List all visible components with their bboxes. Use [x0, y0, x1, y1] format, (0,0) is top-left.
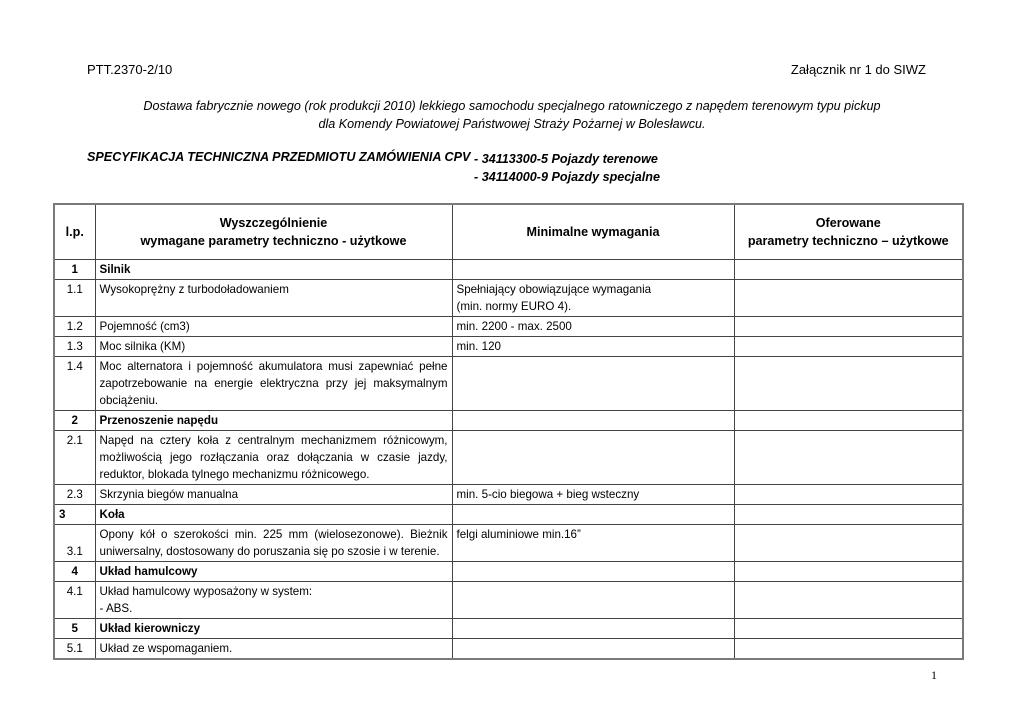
table-row: [54, 639, 963, 660]
row-number: 2: [54, 411, 95, 431]
row-offered-cell[interactable]: [734, 619, 963, 639]
table-row: [54, 357, 963, 411]
row-description: Silnik: [95, 260, 452, 280]
title-line-2: dla Komendy Powiatowej Państwowej Straży Pożarnej w Bolesławcu.: [318, 117, 706, 131]
header-offered-line-1: Oferowane: [815, 216, 881, 230]
table-header-row: [54, 204, 963, 260]
row-minimum: min. 5-cio biegowa + bieg wsteczny: [452, 485, 734, 505]
row-number: 1.3: [54, 337, 95, 357]
table-row: [54, 280, 963, 317]
table-row: [54, 260, 963, 280]
table-row: [54, 485, 963, 505]
row-description: Moc silnika (KM): [95, 337, 452, 357]
document-title: [0, 97, 1024, 133]
row-number: 5.1: [54, 639, 95, 660]
row-offered-cell[interactable]: [734, 485, 963, 505]
table-row: [54, 582, 963, 619]
row-offered-cell[interactable]: [734, 639, 963, 660]
row-minimum: [452, 280, 734, 317]
row-offered-cell[interactable]: [734, 317, 963, 337]
row-offered-cell[interactable]: [734, 431, 963, 485]
row-description: Napęd na cztery koła z centralnym mechanizmem różnicowym, możliwością jego rozłączania oraz dołączania w czasie jazdy, reduktor, blokada tylnego mechanizmu różnicowego.: [95, 431, 452, 485]
document-reference: PTT.2370-2/10: [87, 62, 173, 77]
row-minimum: [452, 260, 734, 280]
row-minimum: [452, 505, 734, 525]
row-offered-cell[interactable]: [734, 582, 963, 619]
row-description: Układ hamulcowy: [95, 562, 452, 582]
table-row: [54, 317, 963, 337]
cpv-code-2: - 34114000-9 Pojazdy specjalne: [474, 170, 660, 184]
row-minimum: [452, 639, 734, 660]
specification-table: [53, 203, 964, 660]
row-description: Koła: [95, 505, 452, 525]
annex-label: Załącznik nr 1 do SIWZ: [790, 62, 926, 77]
table-row: [54, 562, 963, 582]
row-minimum: [452, 357, 734, 411]
row-description: Przenoszenie napędu: [95, 411, 452, 431]
row-description: [95, 582, 452, 619]
row-minimum: min. 2200 - max. 2500: [452, 317, 734, 337]
cpv-code-1: - 34113300-5 Pojazdy terenowe: [474, 152, 658, 166]
row-minimum: felgi aluminiowe min.16”: [452, 525, 734, 562]
row-offered-cell[interactable]: [734, 562, 963, 582]
row-number: 2.3: [54, 485, 95, 505]
row-offered-cell[interactable]: [734, 357, 963, 411]
header-description-line-2: wymagane parametry techniczno - użytkowe: [140, 234, 407, 248]
row-number: 1: [54, 260, 95, 280]
row-number: 1.2: [54, 317, 95, 337]
table-row: [54, 505, 963, 525]
row-offered-cell[interactable]: [734, 260, 963, 280]
header-minimum: Minimalne wymagania: [452, 204, 734, 260]
row-minimum: [452, 619, 734, 639]
row-minimum-line-2: (min. normy EURO 4).: [456, 300, 572, 313]
header-description: [95, 204, 452, 260]
row-offered-cell[interactable]: [734, 280, 963, 317]
page-number: 1: [931, 668, 937, 682]
row-description: Układ kierowniczy: [95, 619, 452, 639]
row-description-line-2: - ABS.: [99, 602, 133, 615]
row-offered-cell[interactable]: [734, 337, 963, 357]
row-number: 3: [54, 505, 95, 525]
row-minimum: [452, 562, 734, 582]
row-minimum-line-1: Spełniający obowiązujące wymagania: [456, 283, 652, 296]
row-description: Układ ze wspomaganiem.: [95, 639, 452, 660]
row-description: Opony kół o szerokości min. 225 mm (wielosezonowe). Bieżnik uniwersalny, dostosowany do poruszania się po szosie i w terenie.: [95, 525, 452, 562]
spec-heading: SPECYFIKACJA TECHNICZNA PRZEDMIOTU ZAMÓWIENIA CPV: [87, 150, 471, 164]
header-offered: [734, 204, 963, 260]
row-description-line-1: Układ hamulcowy wyposażony w system:: [99, 585, 313, 598]
row-number: 4: [54, 562, 95, 582]
table-row: [54, 431, 963, 485]
row-number: 4.1: [54, 582, 95, 619]
table-row: [54, 411, 963, 431]
row-number: 1.1: [54, 280, 95, 317]
row-offered-cell[interactable]: [734, 411, 963, 431]
row-number: 3.1: [54, 525, 95, 562]
row-description: Moc alternatora i pojemność akumulatora musi zapewniać pełne zapotrzebowanie na energie elektryczna przy jej maksymalnym obciążeniu.: [95, 357, 452, 411]
table-row: [54, 619, 963, 639]
row-offered-cell[interactable]: [734, 525, 963, 562]
row-offered-cell[interactable]: [734, 505, 963, 525]
row-minimum: [452, 411, 734, 431]
row-number: 2.1: [54, 431, 95, 485]
header-offered-line-2: parametry techniczno – użytkowe: [747, 234, 949, 248]
row-minimum: min. 120: [452, 337, 734, 357]
title-line-1: Dostawa fabrycznie nowego (rok produkcji 2010) lekkiego samochodu specjalnego ratowniczego z napędem terenowym typu pickup: [143, 99, 881, 113]
header-lp: l.p.: [54, 204, 95, 260]
row-number: 5: [54, 619, 95, 639]
row-description: Wysokoprężny z turbodoładowaniem: [95, 280, 452, 317]
table-row: [54, 525, 963, 562]
cpv-codes: [474, 150, 660, 186]
row-description: Pojemność (cm3): [95, 317, 452, 337]
row-number: 1.4: [54, 357, 95, 411]
row-minimum: [452, 582, 734, 619]
row-minimum: [452, 431, 734, 485]
header-description-line-1: Wyszczególnienie: [219, 216, 328, 230]
table-row: [54, 337, 963, 357]
row-description: Skrzynia biegów manualna: [95, 485, 452, 505]
